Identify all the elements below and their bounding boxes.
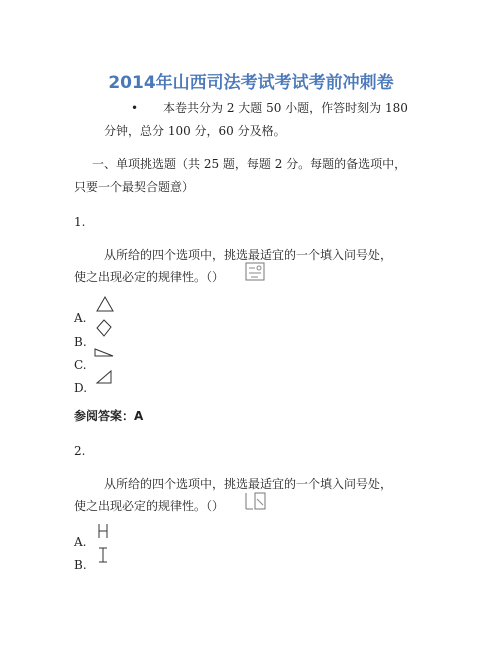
question-1-number: 1.: [74, 215, 86, 229]
intro-line-2: 分钟，总分 100 分，60 分及格。: [104, 124, 286, 138]
right-triangle-icon: [95, 369, 113, 385]
flat-triangle-icon: [93, 347, 115, 359]
question-1-figure-icon: [245, 262, 265, 282]
section-heading-line-1: 一、单项挑选题（共 25 题，每题 2 分。每题的备选项中，: [92, 157, 407, 171]
question-2-stem-line-1: 从所给的四个选项中，挑选最适宜的一个填入问号处，: [104, 477, 393, 491]
question-1-option-a: A.: [74, 311, 87, 325]
h-shape-icon: [96, 522, 110, 540]
intro-line-1: 本卷共分为 2 大题 50 小题，作答时刻为 180: [163, 101, 408, 115]
question-1-option-d: D.: [74, 381, 88, 395]
section-heading-line-2: 只要一个最契合题意）: [74, 180, 195, 194]
question-2-option-b: B.: [74, 558, 87, 572]
question-2-figure-icon: [245, 491, 267, 511]
intro-bullet: •: [131, 101, 139, 115]
question-2-number: 2.: [74, 444, 86, 458]
i-beam-icon: [96, 546, 110, 564]
question-1-stem-line-1: 从所给的四个选项中，挑选最适宜的一个填入问号处，: [104, 248, 393, 262]
question-2-stem-line-2: 使之出现必定的规律性。（）: [74, 499, 225, 513]
question-1-option-c: C.: [74, 358, 87, 372]
question-1-answer: 参阅答案：A: [74, 409, 144, 423]
question-2-option-a: A.: [74, 535, 87, 549]
question-1-stem-line-2: 使之出现必定的规律性。（）: [74, 270, 225, 284]
diamond-icon: [95, 318, 113, 338]
triangle-icon: [95, 295, 115, 313]
question-1-option-b: B.: [74, 335, 87, 349]
page-title: 2014年山西司法考试考试考前冲刺卷: [108, 73, 394, 93]
